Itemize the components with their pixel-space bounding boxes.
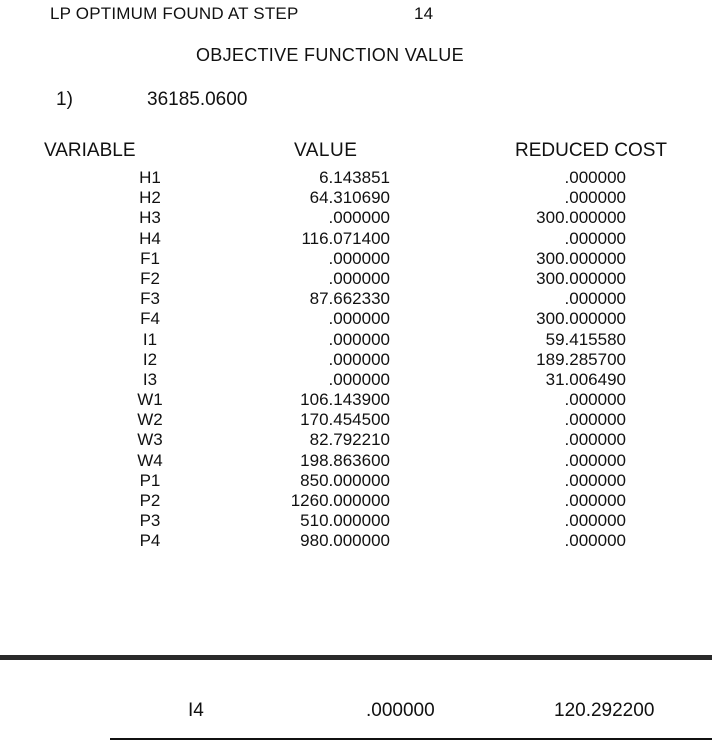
row-variable: P2 (139, 491, 161, 510)
table-row (0, 249, 712, 269)
bottom-row-value: .000000 (366, 700, 435, 721)
row-value: .000000 (328, 248, 390, 268)
row-variable: P1 (139, 470, 161, 490)
row-reduced-cost: 189.285700 (536, 349, 626, 369)
row-reduced-cost: .000000 (564, 289, 626, 309)
row-variable: H3 (139, 208, 161, 228)
row-reduced-cost: .000000 (564, 491, 626, 510)
row-variable: F4 (140, 309, 160, 329)
row-value: 198.863600 (300, 450, 390, 470)
row-variable: H2 (139, 188, 161, 208)
row-value: 1260.000000 (290, 491, 390, 510)
row-reduced-cost: .000000 (564, 410, 626, 430)
row-reduced-cost: .000000 (564, 188, 626, 208)
row-variable: W2 (137, 410, 163, 430)
row-reduced-cost: .000000 (564, 228, 626, 248)
row-reduced-cost: 300.000000 (536, 309, 626, 329)
row-reduced-cost: .000000 (564, 168, 626, 187)
table-row (0, 390, 712, 410)
row-reduced-cost: .000000 (564, 390, 626, 410)
row-variable: F2 (140, 268, 160, 288)
table-row (0, 511, 712, 531)
objective-index: 1) (56, 89, 73, 110)
row-reduced-cost: 300.000000 (536, 268, 626, 288)
row-value: 106.143900 (300, 390, 390, 410)
objective-function-title: OBJECTIVE FUNCTION VALUE (196, 45, 464, 65)
table-row (0, 350, 712, 370)
column-header-reduced-cost: REDUCED COST (515, 140, 668, 161)
table-row (0, 471, 712, 491)
row-variable: H4 (139, 228, 161, 248)
table-row (0, 309, 712, 329)
table-row (0, 491, 712, 511)
row-value: .000000 (328, 329, 390, 349)
row-reduced-cost: .000000 (564, 430, 626, 450)
row-value: .000000 (328, 309, 390, 329)
bottom-rule (110, 738, 712, 740)
table-row (0, 188, 712, 208)
row-variable: W1 (137, 390, 163, 410)
row-value: 850.000000 (300, 470, 390, 490)
row-value: 82.792210 (309, 430, 390, 450)
row-value: 64.310690 (309, 188, 390, 208)
bottom-row-variable: I4 (188, 700, 204, 721)
optimum-found-label: LP OPTIMUM FOUND AT STEP (50, 4, 299, 23)
section-divider (0, 655, 712, 660)
table-row (0, 229, 712, 249)
column-header-variable: VARIABLE (44, 140, 136, 161)
table-row (0, 330, 712, 350)
table-row (0, 269, 712, 289)
optimum-step-number: 14 (414, 4, 434, 23)
row-reduced-cost: .000000 (564, 470, 626, 490)
bottom-row-reduced-cost: 120.292200 (554, 700, 655, 721)
row-value: .000000 (328, 349, 390, 369)
row-reduced-cost: 31.006490 (545, 369, 626, 389)
row-value: .000000 (328, 208, 390, 228)
row-variable: W4 (137, 450, 163, 470)
row-variable: I1 (142, 329, 158, 349)
table-row (0, 370, 712, 390)
column-header-value: VALUE (294, 140, 358, 161)
row-value: .000000 (328, 369, 390, 389)
row-value: 980.000000 (300, 531, 390, 551)
table-row (0, 208, 712, 228)
row-variable: F1 (140, 248, 160, 268)
table-row (0, 531, 712, 551)
row-reduced-cost: .000000 (564, 450, 626, 470)
table-row (0, 451, 712, 471)
row-variable: W3 (137, 430, 163, 450)
row-variable: H1 (139, 168, 161, 187)
row-variable: P4 (139, 531, 161, 551)
row-variable: I3 (142, 369, 158, 389)
row-variable: I2 (142, 349, 158, 369)
row-value: 510.000000 (300, 511, 390, 531)
row-reduced-cost: .000000 (564, 531, 626, 551)
row-variable: P3 (139, 511, 161, 531)
row-value: 6.143851 (319, 168, 390, 187)
objective-value: 36185.0600 (147, 89, 248, 110)
table-row (0, 430, 712, 450)
row-reduced-cost: .000000 (564, 511, 626, 531)
row-value: .000000 (328, 268, 390, 288)
row-variable: F3 (140, 289, 160, 309)
row-value: 87.662330 (309, 289, 390, 309)
table-row (0, 168, 712, 188)
table-row (0, 410, 712, 430)
row-reduced-cost: 59.415580 (545, 329, 626, 349)
row-reduced-cost: 300.000000 (536, 248, 626, 268)
table-row (0, 289, 712, 309)
row-reduced-cost: 300.000000 (536, 208, 626, 228)
row-value: 170.454500 (300, 410, 390, 430)
row-value: 116.071400 (301, 228, 390, 248)
table-body (0, 168, 712, 552)
